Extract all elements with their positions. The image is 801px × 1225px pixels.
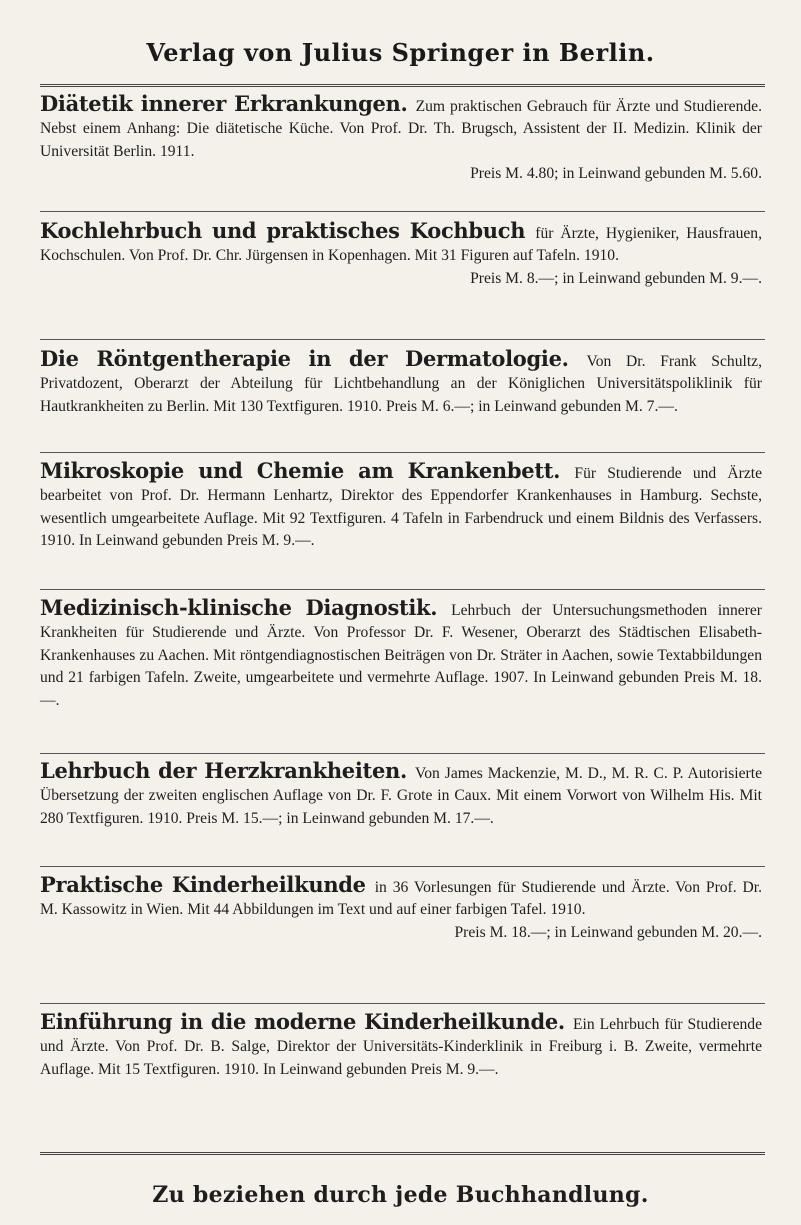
entry-divider [40, 589, 765, 590]
book-price: Preis M. 8.—; in Leinwand gebunden M. 9.—. [470, 269, 762, 287]
book-description: Zum praktischen Gebrauch für Ärzte und Studierende. Nebst einem Anhang: Die diätetische Küche. Von Prof. Dr. Th. Brugsch, Assistent der II. Medizin. Klinik der Universität Berlin. 1911. [40, 98, 762, 160]
book-title: Praktische Kinderheilkunde [40, 872, 375, 897]
entry-divider [40, 211, 765, 212]
book-price: Preis M. 4.80; in Leinwand gebunden M. 5.60. [470, 165, 762, 183]
header-rule [40, 84, 765, 90]
book-description: Lehrbuch der Untersuchungsmethoden innerer Krankheiten für Studierende und Ärzte. Von Professor Dr. F. Wesener, Oberarzt des Städtischen Elisabeth-Krankenhauses zu Aachen. Mit röntgendiagnostischen Beiträgen von Dr. Sträter in Aachen, sowie Textabbildungen und 21 farbigen Tafeln. Zweite, umgearbeitete und vermehrte Auflage. 1907. In Leinwand gebunden Preis M. 18.—. [40, 602, 762, 709]
book-description: Ein Lehrbuch für Studierende und Ärzte. Von Prof. Dr. B. Salge, Direktor der Universitäts-Kinderklinik in Freiburg i. B. Zweite, vermehrte Auflage. Mit 15 Textfiguren. 1910. In Leinwand gebunden Preis M. 9.—. [40, 1016, 763, 1078]
entry-divider [40, 866, 765, 867]
book-entry [40, 874, 762, 944]
book-title: Einführung in die moderne Kinderheilkunde. [40, 1009, 574, 1034]
book-entry [40, 1011, 762, 1081]
book-title: Kochlehrbuch und praktisches Kochbuch [40, 218, 536, 243]
entry-divider [40, 1003, 765, 1004]
footer-rule [40, 1152, 765, 1158]
book-entry [40, 597, 762, 712]
book-entry [40, 93, 762, 186]
book-title: Diätetik innerer Erkrankungen. [40, 91, 416, 116]
book-description: Für Studierende und Ärzte bearbeitet von Prof. Dr. Hermann Lenhartz, Direktor des Eppendorfer Krankenhauses in Hamburg. Sechste, wesentlich umgearbeitete Auflage. Mit 92 Textfiguren. 4 Tafeln in Farbendruck und einem Bildnis des Verfassers. 1910. In Leinwand gebunden Preis M. 9.—. [40, 465, 762, 550]
book-title: Mikroskopie und Chemie am Krankenbett. [40, 458, 575, 483]
book-description: Von James Mackenzie, M. D., M. R. C. P. Autorisierte Übersetzung der zweiten englischen Auflage von Dr. F. Grote in Caux. Mit einem Vorwort von Wilhelm His. Mit 280 Textfiguren. 1910. Preis M. 15.—; in Leinwand gebunden M. 17.—. [40, 765, 763, 827]
entry-divider [40, 452, 765, 453]
book-price: Preis M. 18.—; in Leinwand gebunden M. 20.—. [454, 923, 762, 941]
book-title: Lehrbuch der Herzkrankheiten. [40, 758, 415, 783]
book-title: Die Röntgentherapie in der Dermatologie. [40, 346, 587, 371]
entry-divider [40, 339, 765, 340]
book-entry [40, 760, 762, 830]
publisher-header: Verlag von Julius Springer in Berlin. [146, 38, 655, 67]
book-description: Von Dr. Frank Schultz, Privatdozent, Oberarzt der Abteilung für Lichtbehandlung an der Königlichen Universitätspoliklinik für Hautkrankheiten zu Berlin. Mit 130 Textfiguren. 1910. Preis M. 6.—; in Leinwand gebunden M. 7.—. [40, 353, 762, 415]
book-title: Medizinisch-klinische Diagnostik. [40, 595, 452, 620]
book-entry [40, 348, 762, 418]
book-entry [40, 220, 762, 290]
book-description: in 36 Vorlesungen für Studierende und Ärzte. Von Prof. Dr. M. Kassowitz in Wien. Mit 44 Abbildungen im Text und auf einer farbigen Tafel. 1910. [40, 879, 762, 919]
book-description: für Ärzte, Hygieniker, Hausfrauen, Kochschulen. Von Prof. Dr. Chr. Jürgensen in Kopenhagen. Mit 31 Figuren auf Tafeln. 1910. [40, 225, 762, 265]
footer-note: Zu beziehen durch jede Buchhandlung. [152, 1182, 649, 1208]
entry-divider [40, 753, 765, 754]
book-entry [40, 460, 762, 553]
